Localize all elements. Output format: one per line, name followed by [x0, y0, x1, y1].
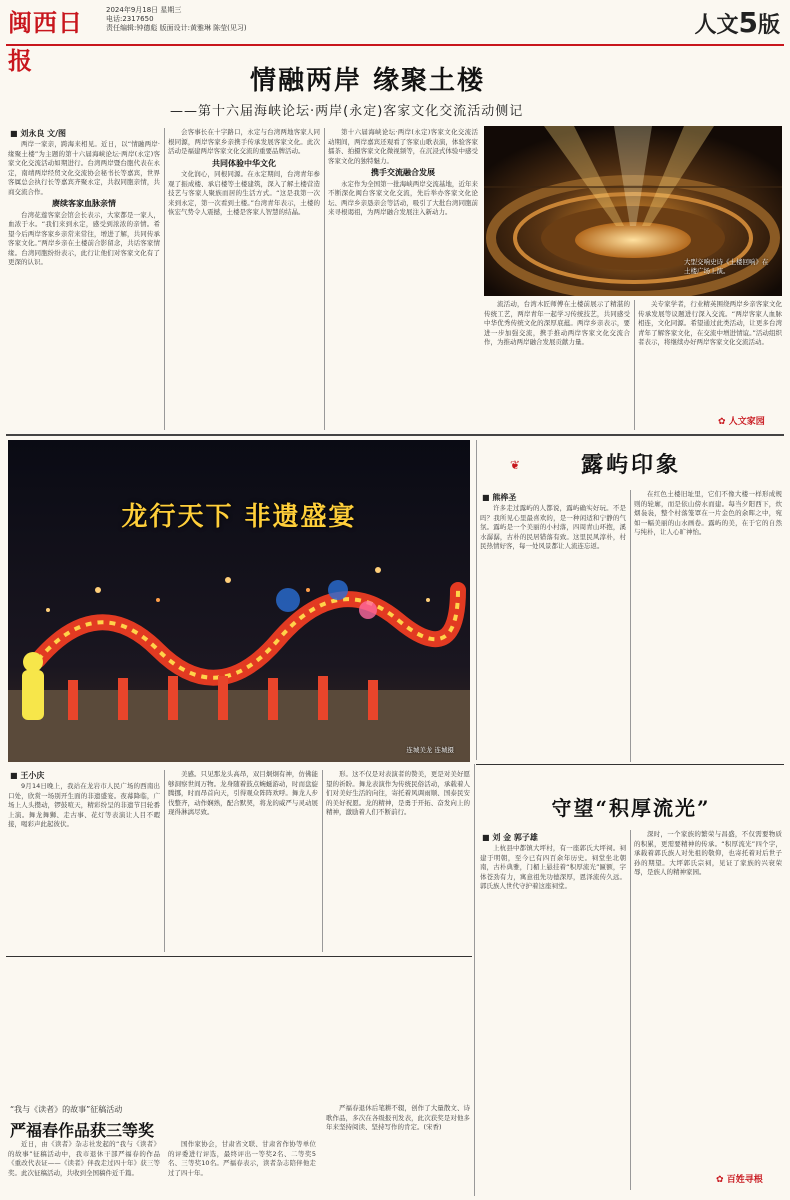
- top-col1-text2: 台湾花莲客家会馆会长表示，大家都是一家人，血浓于水。“我们来到永定，感受到浓浓的亲情。希望今后两岸客家乡亲常来常往，增进了解，共同传承客家文化。”两岸乡亲在土楼前合影留念，共话客家情缘。台湾同胞纷纷表示，此行让他们对客家文化有了更深的认识。: [8, 210, 160, 266]
- top-col-5: [638, 300, 782, 412]
- dragon-photo-title: 龙行天下 非遗盛宴: [121, 502, 357, 532]
- yanfuchun-col-3: [326, 1104, 470, 1196]
- masthead-meta: [106, 6, 346, 33]
- middle-col1-text: 9月14日晚上，我站在龙岩市人民广场的西南出口处，欣赏一场别开生面的非遗盛宴。夜幕降临，广场上人头攒动，锣鼓喧天，精彩纷呈的非遗节目轮番上演。舞龙舞狮、走古事、花灯等表演让人目不暇接，喝彩声此起彼伏。: [8, 782, 160, 828]
- dragon-dance-illustration: [8, 440, 470, 762]
- section-rule: [476, 764, 784, 765]
- masthead-rule: [6, 44, 784, 46]
- page-number: 5: [738, 6, 758, 39]
- top-col5-text: 关专家学者，行业精英围绕两岸乡亲客家文化传承发展等议题进行深入交流。“两岸客家人血脉相连，文化同源。希望通过此类活动，让更多台湾青年了解客家文化，在交流中增进情谊。”活动组织者表示，将继续办好两岸客家文化交流活动。: [638, 300, 782, 346]
- column-divider: [630, 830, 631, 1190]
- column-divider: [474, 764, 475, 1196]
- luyu-title-block: [480, 448, 782, 488]
- dragon-photo-caption: 连城美龙 连城摄: [406, 746, 454, 754]
- yanfuchun-col2-text: 国作家协会，甘肃省文联、甘肃省作协等单位的评委进行评选，最终评出一等奖2名、二等奖5名、三等奖10名。严福春表示，读者杂志陪伴他走过了四十年。: [168, 1140, 316, 1177]
- ornament-icon: ❦: [510, 458, 521, 472]
- top-col2-text2: 文化润心，同根同源。在永定期间，台湾青年参观了振成楼、承启楼等土楼建筑，深入了解土楼营造技艺与客家人聚族而居的生活方式。“这是我第一次来到永定，第一次看到土楼。”台湾青年表示，土楼的恢宏气势令人震撼，土楼是客家人智慧的结晶。: [168, 170, 320, 216]
- middle-col2-text: 美感。只见那龙头高昂，双目炯炯有神，仿佛能够洞察世间万物。龙身随着鼓点蜿蜒游动，时而盘旋腾挪，时而昂首向天，引得观众阵阵欢呼。舞龙人步伐整齐，动作娴熟，配合默契，将龙的威严与灵动展现得淋漓尽致。: [168, 770, 318, 816]
- middle-byline: ■ 王小庆: [10, 771, 45, 780]
- top-col3-subhead: 携手交流融合发展: [371, 168, 435, 177]
- yanfuchun-col3-text: 严福春退休后笔耕不辍，创作了大量散文、诗歌作品，多次在各级报刊发表，此次获奖是对他多年来坚持阅读、坚持写作的肯定。(宋香): [326, 1104, 470, 1131]
- column-tag-xungen: [716, 1172, 763, 1185]
- top-headline: 情融两岸 缘聚土楼: [250, 66, 486, 96]
- ornament-icon: ✿: [716, 1175, 724, 1185]
- column-divider: [630, 490, 631, 762]
- top-col-4: [484, 300, 630, 430]
- top-col3-text: 第十六届海峡论坛·两岸(永定)客家文化交流活动期间，两岸嘉宾还观看了客家山歌表演，体验客家擂茶、拍摄客家文化微视频等，在沉浸式体验中感受客家文化的独特魅力。: [328, 128, 478, 165]
- column-tag-label: 人文家园: [728, 417, 765, 427]
- top-photo-caption: 大型交响史诗《土楼回响》在土楼广场上演。: [684, 258, 769, 275]
- editor-line: 责任编辑:钟德彪 版面设计:黄雅琳 陈莹(见习): [106, 24, 247, 32]
- luyu-col-2: [634, 490, 782, 762]
- ornament-icon: ✿: [718, 417, 726, 427]
- section-title: [694, 6, 780, 39]
- dragon-dance-photo: [8, 440, 470, 762]
- top-byline: ■ 刘永良 文/图: [10, 129, 67, 138]
- column-divider: [164, 770, 165, 952]
- shouwang-headline: 守望“积厚流光”: [551, 796, 711, 820]
- shouwang-byline: ■ 刘 金 郭子雄: [482, 833, 538, 842]
- top-col1-text: 两岸一家亲，跨海来相见。近日，以“情融两岸·缘聚土楼”为主题的第十六届海峡论坛·两岸(永定)客家文化交流活动如期进行。台湾两岸暨台胞代表在永定，南靖两岸经贸文化交流协会秘书长等嘉宾，世界客属总会执行长等嘉宾齐聚永定，共叙同胞亲情，共商交流合作。: [8, 140, 160, 196]
- column-divider: [164, 128, 165, 430]
- shouwang-col-1: [480, 844, 626, 1190]
- shouwang-col2-text: 深时，一个家族的繁荣与昌盛，不仅需要物质的积累，更需要精神的传承。“积厚流光”四个字，承载着郭氏族人对先祖的敬仰，也寄托着对后世子孙的期望。大坪郭氏宗祠，见证了家族的兴衰荣辱，是族人的精神家园。: [634, 830, 782, 876]
- phone-line: 电话:2317650: [106, 15, 154, 23]
- yanfuchun-col-2: [168, 1140, 316, 1196]
- luyu-col2-text: 在红色土楼旧址里，它们不像大楼一样形成规则的轮廓，而是依山傍水而建。每当夕阳西下，炊烟袅袅，整个村落笼罩在一片金色的余晖之中，宛如一幅美丽的山水画卷。露屿的美，在于它的自然与纯朴，让人心旷神怡。: [634, 490, 782, 536]
- middle-col3-text: 形。这不仅是对表演者的赞美，更是对美好愿望的祈盼。舞龙表演作为传统民俗活动，承载着人们对美好生活的向往，寄托着风调雨顺、国泰民安的美好祝愿。龙的精神，是勇于开拓、奋发向上的精神，激励着人们不断前行。: [326, 770, 470, 816]
- yanfuchun-headline: 严福春作品获三等奖: [10, 1121, 155, 1140]
- column-divider: [634, 300, 635, 430]
- luyu-col1-text: 许多走过露屿的人都说，露屿确实好玩。不是吗？我所见心里最喜欢的，是一种闲适和宁静的气氛。露屿是一个美丽的小村落，四周青山环抱，溪水潺潺，古朴的民居错落有致。这里民风淳朴，村民热情好客，每一处风景都让人流连忘返。: [480, 504, 626, 550]
- luyu-byline: ■ 熊桦圣: [482, 493, 517, 502]
- shouwang-col-2: [634, 830, 782, 1170]
- column-tag-renwen: [718, 414, 765, 427]
- yanfuchun-col1-text: 近日，由《读者》杂志社发起的“我与《读者》的故事”征稿活动中，我市退休干部严福春的作品《重改代表证——《读者》伴我走过四十年》获三等奖。此次征稿活动，共收到全国稿件近千篇。: [8, 1140, 160, 1177]
- column-divider: [476, 440, 477, 760]
- column-divider: [322, 770, 323, 952]
- section-name: 人文: [694, 13, 739, 38]
- date-line: 2024年9月18日 星期三: [106, 6, 182, 14]
- top-col1-subhead: 赓续客家血脉亲情: [52, 199, 116, 208]
- shouwang-col1-text: 上杭县中都镇大坪村，有一座郭氏大坪祠。祠建于明朝，至今已有四百余年历史。祠堂坐北朝南，古朴典雅，门楣上悬挂着“积厚流光”匾额，字体苍劲有力，寓意祖先功德深厚，恩泽流传久远。郭氏族人世代守护着这座祠堂。: [480, 844, 626, 890]
- page-suffix: 版: [757, 13, 780, 38]
- contest-header: “我与《读者》的故事”征稿活动: [10, 1105, 123, 1114]
- top-col2-subhead: 共同体验中华文化: [212, 158, 276, 168]
- top-photo-tulou-performance: [484, 126, 782, 296]
- section-rule: [6, 956, 472, 957]
- middle-col-1: [8, 782, 160, 952]
- column-tag-label: 百姓寻根: [726, 1175, 763, 1185]
- top-col3-text2: 永定作为全国第一批海峡两岸交流基地，近年来不断深化闽台客家文化交流，先后举办客家文化论坛、两岸乡亲恳亲会等活动，吸引了大批台湾同胞前来寻根谒祖，为两岸融合发展注入新动力。: [328, 179, 478, 216]
- column-divider: [324, 128, 325, 430]
- luyu-title: 露屿印象: [580, 452, 681, 478]
- luyu-col-1: [480, 504, 626, 762]
- newspaper-masthead: 闽西日报: [8, 8, 83, 75]
- top-col4-text: 流活动，台湾木匠师傅在土楼前展示了精湛的传统工艺，两岸青年一起学习传统技艺，共同感受中华优秀传统文化的深厚底蕴。两岸乡亲表示，要进一步加强交流，携手推动两岸客家文化交流合作，为推动两岸融合发展贡献力量。: [484, 300, 630, 346]
- top-col-1: [8, 140, 160, 430]
- top-col-3: [328, 128, 478, 430]
- top-subheadline: ——第十六届海峡论坛·两岸(永定)客家文化交流活动侧记: [170, 104, 524, 119]
- top-col2-text: 会客事长在十字路口，永定与台湾两地客家人同根同源，两岸客家乡亲携手传承发展客家文化。此次活动是福建两岸客家文化交流的重要品牌活动。: [168, 128, 320, 155]
- middle-col-2: [168, 770, 318, 952]
- top-col-2: [168, 128, 320, 430]
- section-rule: [6, 434, 784, 436]
- yanfuchun-col-1: [8, 1140, 160, 1196]
- middle-col-3: [326, 770, 470, 952]
